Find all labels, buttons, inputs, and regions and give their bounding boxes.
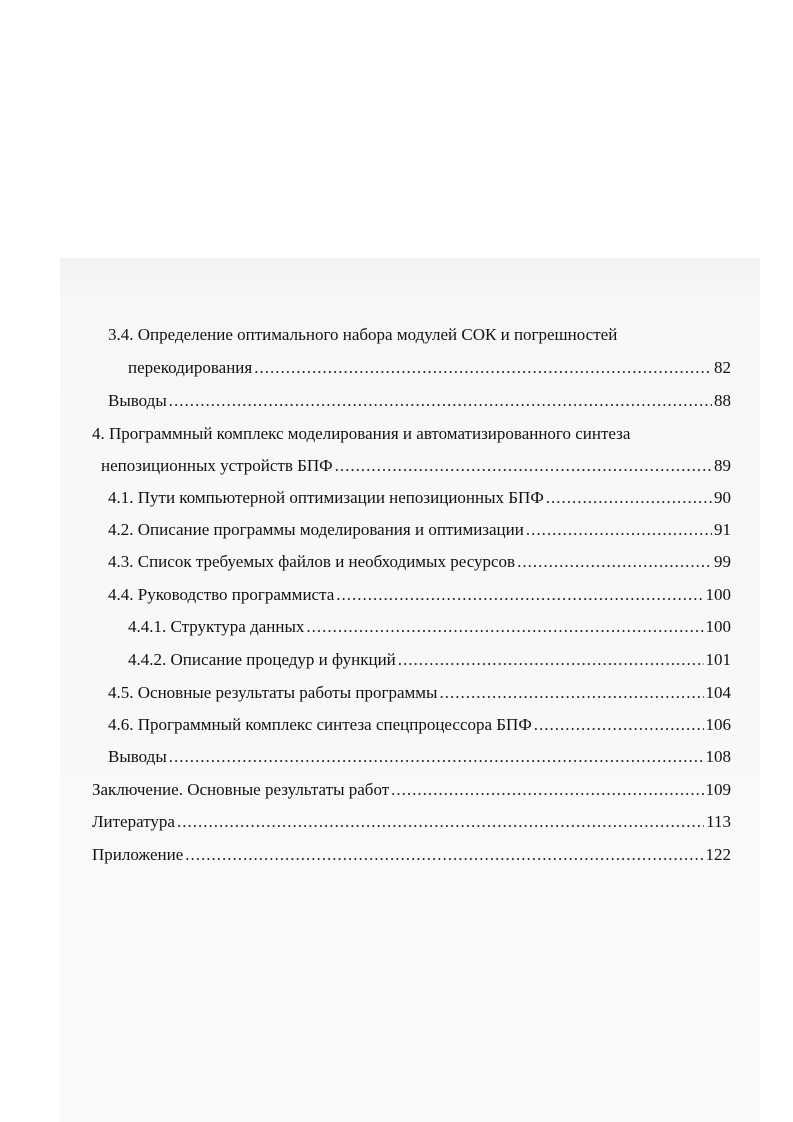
toc-heading-4: [92, 423, 630, 445]
toc-page-number: 101: [705, 650, 731, 669]
toc-entry-text: 4.6. Программный комплекс синтеза спецпроцессора БПФ: [108, 715, 532, 734]
toc-page-number: 99: [714, 552, 731, 571]
toc-entry-text: 4.4.1. Структура данных: [128, 617, 305, 636]
toc-entry-text: 4.2. Описание программы моделирования и оптимизации: [108, 520, 524, 539]
toc-entry-4-cont: [101, 455, 731, 477]
toc-page-number: 100: [705, 585, 731, 604]
toc-entry-text: Литература: [92, 812, 175, 831]
toc-page-number: 106: [705, 715, 731, 734]
dot-leader: [169, 746, 704, 768]
dot-leader: [185, 844, 703, 866]
toc-entry-text: 4.3. Список требуемых файлов и необходимых ресурсов: [108, 552, 516, 571]
dot-leader: [335, 455, 712, 477]
toc-entry-4-4-1: [128, 616, 731, 638]
dot-leader: [534, 714, 704, 736]
toc-page-number: 90: [714, 488, 731, 507]
dot-leader: [336, 584, 703, 606]
dot-leader: [398, 649, 704, 671]
toc-entry-4-1: [108, 487, 731, 509]
toc-page-number: 89: [714, 456, 731, 475]
dot-leader: [177, 811, 704, 833]
dot-leader: [546, 487, 712, 509]
toc-entry-3-4-cont: [128, 357, 731, 379]
dot-leader: [306, 616, 703, 638]
toc-page-number: 100: [705, 617, 731, 636]
toc-heading-3-4: [108, 324, 617, 346]
toc-entry-literature: [92, 811, 731, 833]
dot-leader: [391, 779, 703, 801]
toc-page-number: 91: [714, 520, 731, 539]
dot-leader: [517, 551, 712, 573]
dot-leader: [254, 357, 712, 379]
toc-entry-text: Заключение. Основные результаты работ: [92, 780, 390, 799]
toc-entry-4-6: [108, 714, 731, 736]
toc-entry-text: 4.5. Основные результаты работы программы: [108, 683, 438, 702]
dot-leader: [169, 390, 712, 412]
toc-entry-text: Приложение: [92, 845, 184, 864]
toc-entry-4-5: [108, 682, 731, 704]
toc-entry-text: Выводы: [108, 391, 167, 410]
toc-entry-conclusion: [92, 779, 731, 801]
toc-entry-text: Выводы: [108, 747, 167, 766]
toc-entry-conclusions-4: [108, 746, 731, 768]
toc-entry-4-4-2: [128, 649, 731, 671]
toc-page-number: 113: [706, 812, 731, 831]
toc-page-number: 108: [705, 747, 731, 766]
toc-entry-text: 3.4. Определение оптимального набора модулей СОК и погрешностей: [108, 325, 618, 344]
toc-entry-appendix: [92, 844, 731, 866]
toc-entry-text: перекодирования: [128, 358, 253, 377]
toc-entry-conclusions-3: [108, 390, 731, 412]
toc-page-number: 109: [705, 780, 731, 799]
toc-entry-4-3: [108, 551, 731, 573]
dot-leader: [439, 682, 703, 704]
toc-page-number: 122: [705, 845, 731, 864]
toc-entry-text: 4.1. Пути компьютерной оптимизации непозиционных БПФ: [108, 488, 544, 507]
toc-page-number: 82: [714, 358, 731, 377]
toc-page-number: 104: [705, 683, 731, 702]
toc-entry-text: 4. Программный комплекс моделирования и автоматизированного синтеза: [92, 424, 631, 443]
toc-page-number: 88: [714, 391, 731, 410]
toc-entry-4-4: [108, 584, 731, 606]
dot-leader: [526, 519, 712, 541]
toc-entry-4-2: [108, 519, 731, 541]
toc-entry-text: непозиционных устройств БПФ: [101, 456, 333, 475]
toc-entry-text: 4.4.2. Описание процедур и функций: [128, 650, 396, 669]
toc-entry-text: 4.4. Руководство программиста: [108, 585, 335, 604]
